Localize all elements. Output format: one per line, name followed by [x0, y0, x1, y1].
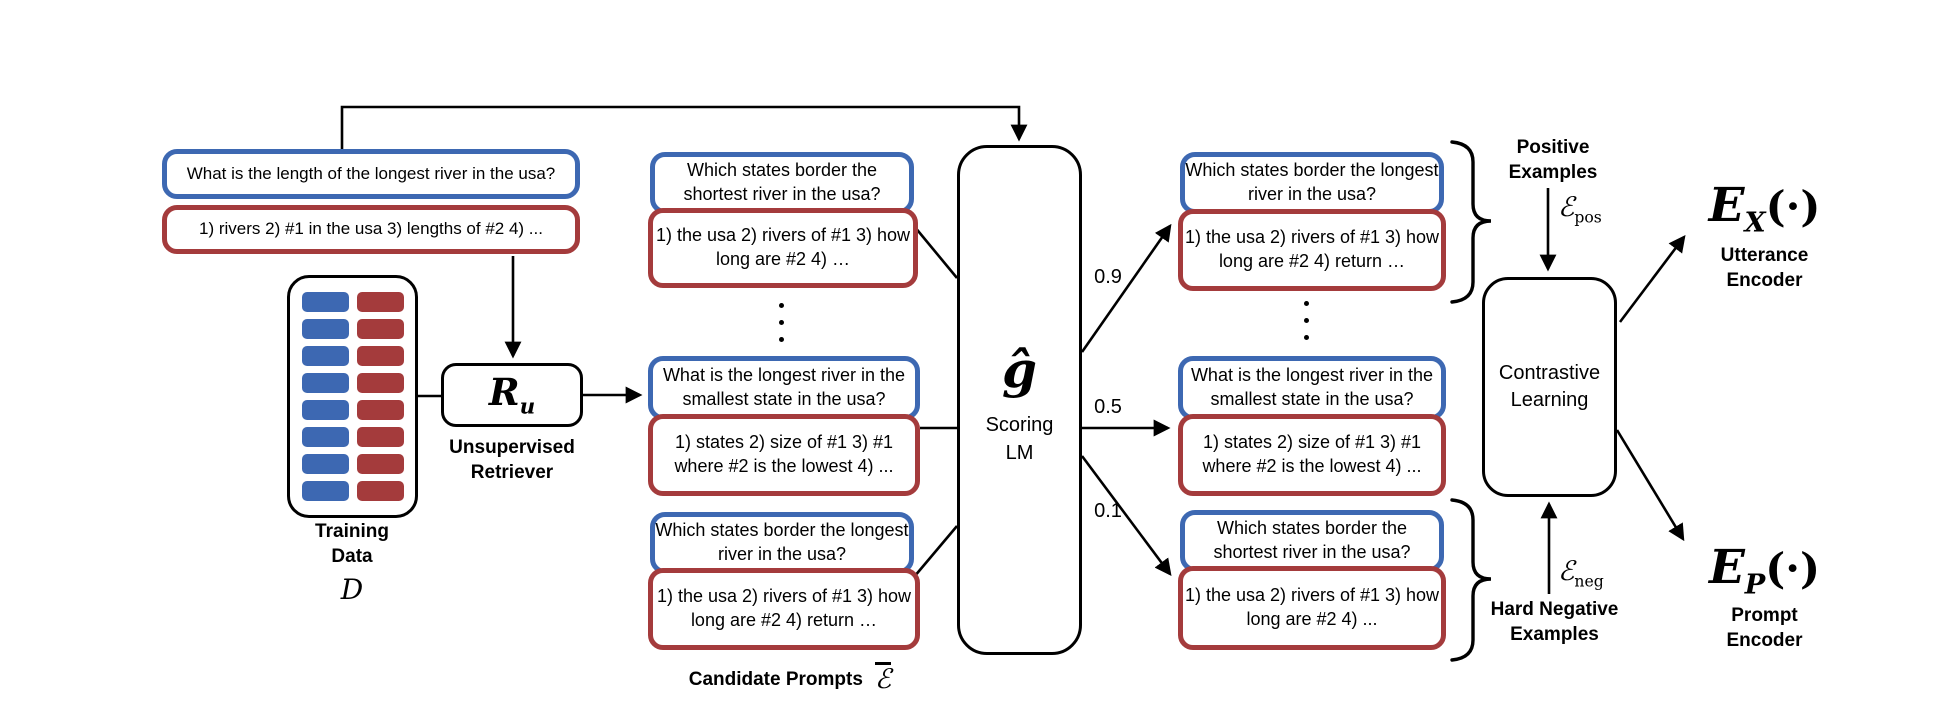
utterance-encoder-label — [1682, 244, 1847, 293]
utterance-cell — [302, 427, 349, 447]
prompt-encoder-label — [1682, 604, 1847, 653]
training-row — [290, 481, 415, 501]
training-row — [290, 373, 415, 393]
scoring-lm-symbol: ĝ — [1002, 340, 1037, 399]
utterance-cell — [302, 400, 349, 420]
score-label-low: 0.1 — [1094, 500, 1122, 522]
prompt-cell — [357, 481, 404, 501]
utterance-cell — [302, 373, 349, 393]
negative-label-line1: Hard Negative — [1490, 599, 1619, 620]
positive-examples-label — [1488, 136, 1618, 185]
retriever-symbol: $R_u$ — [488, 370, 536, 420]
score-09-arrow — [1082, 226, 1170, 352]
positive-brace — [1452, 142, 1491, 302]
scoring-lm-label-line1: Scoring — [985, 414, 1054, 436]
scoring-lm-box — [957, 145, 1082, 655]
prompt-cell — [357, 427, 404, 447]
contrastive-learning-box — [1482, 277, 1617, 497]
score-label-mid: 0.5 — [1094, 396, 1122, 418]
utterance-cell — [302, 481, 349, 501]
utterance-encoder-label-line2: Encoder — [1726, 269, 1803, 291]
contrastive-label-line2: Learning — [1510, 389, 1589, 411]
scored-utterance-box: Which states border the shortest river in the usa? — [1180, 510, 1444, 572]
positive-label-line2: Examples — [1508, 161, 1598, 183]
input-utterance-box: What is the length of the longest river in the usa? — [162, 149, 580, 199]
scored-prompt-box: 1) the usa 2) rivers of #1 3) how long are #2 4) return … — [1178, 209, 1446, 291]
positive-examples-symbol: ℰ$_{pos}$ — [1558, 192, 1602, 227]
negative-label-line2: Examples — [1510, 623, 1599, 645]
training-label-line2: Data — [331, 545, 373, 567]
utterance-cell — [302, 454, 349, 474]
candidate-prompt-box: 1) the usa 2) rivers of #1 3) how long are #2 4) return … — [648, 568, 920, 650]
negative-examples-symbol: ℰ$_{neg}$ — [1558, 556, 1604, 591]
training-data-box — [287, 275, 418, 518]
prompt-cell — [357, 319, 404, 339]
candidate-prompts-label-text: Candidate Prompts — [688, 669, 863, 691]
training-row — [290, 292, 415, 312]
candidate-utterance-box: Which states border the shortest river in the usa? — [650, 152, 914, 214]
retriever-box — [441, 363, 583, 427]
candidate-utterance-box: Which states border the longest river in the usa? — [650, 512, 914, 574]
utterance-cell — [302, 292, 349, 312]
candidate3-to-scoring-line — [914, 526, 957, 577]
training-row — [290, 319, 415, 339]
ellipsis-dots — [779, 303, 784, 342]
prompt-cell — [357, 346, 404, 366]
utterance-cell — [302, 319, 349, 339]
candidate-prompt-box: 1) the usa 2) rivers of #1 3) how long are #2 4) … — [648, 208, 918, 288]
prompt-encoder-label-line1: Prompt — [1731, 605, 1798, 626]
input-prompt-box: 1) rivers 2) #1 in the usa 3) lengths of #2 4) ... — [162, 205, 580, 254]
training-row — [290, 427, 415, 447]
retriever-label — [427, 436, 597, 485]
contrastive-to-prompt-encoder-arrow — [1617, 430, 1683, 539]
candidate-prompts-symbol: ℰ — [874, 664, 892, 695]
scored-utterance-box: What is the longest river in the smallest state in the usa? — [1178, 356, 1446, 420]
scoring-lm-label-line2: LM — [1005, 442, 1034, 464]
candidate-prompt-box: 1) states 2) size of #1 3) #1 where #2 is the lowest 4) ... — [648, 414, 920, 496]
training-label-line1: Training — [315, 521, 389, 542]
prompt-encoder-symbol: $E_P(\cdot)$ — [1708, 540, 1821, 601]
prompt-cell — [357, 454, 404, 474]
scored-utterance-box: Which states border the longest river in the usa? — [1180, 152, 1444, 214]
training-row — [290, 400, 415, 420]
retriever-label-line2: Retriever — [470, 461, 554, 483]
training-row — [290, 454, 415, 474]
candidate1-to-scoring-line — [914, 226, 957, 278]
scored-prompt-box: 1) states 2) size of #1 3) #1 where #2 is the lowest 4) ... — [1178, 414, 1446, 496]
ellipsis-dots — [1304, 301, 1309, 340]
contrastive-to-utterance-encoder-arrow — [1620, 237, 1684, 322]
utterance-to-scoring-arrow — [342, 107, 1019, 149]
utterance-cell — [302, 346, 349, 366]
scored-prompt-box: 1) the usa 2) rivers of #1 3) how long are #2 4) ... — [1178, 566, 1446, 650]
candidate-prompts-label — [635, 662, 945, 693]
candidate-utterance-box: What is the longest river in the smallest state in the usa? — [648, 356, 920, 420]
training-row — [290, 346, 415, 366]
utterance-encoder-symbol: $E_X(\cdot)$ — [1708, 178, 1821, 239]
score-label-high: 0.9 — [1094, 266, 1122, 288]
contrastive-label-line1: Contrastive — [1498, 362, 1601, 384]
prompt-cell — [357, 400, 404, 420]
training-data-label — [262, 520, 442, 609]
retriever-label-line1: Unsupervised — [449, 437, 575, 458]
hard-negative-examples-label — [1462, 598, 1647, 647]
utterance-encoder-label-line1: Utterance — [1720, 245, 1809, 266]
prompt-cell — [357, 292, 404, 312]
positive-label-line1: Positive — [1516, 137, 1590, 158]
prompt-encoder-label-line2: Encoder — [1726, 629, 1803, 651]
training-data-symbol: D — [340, 573, 364, 607]
training-data-rows — [290, 278, 415, 515]
prompt-cell — [357, 373, 404, 393]
